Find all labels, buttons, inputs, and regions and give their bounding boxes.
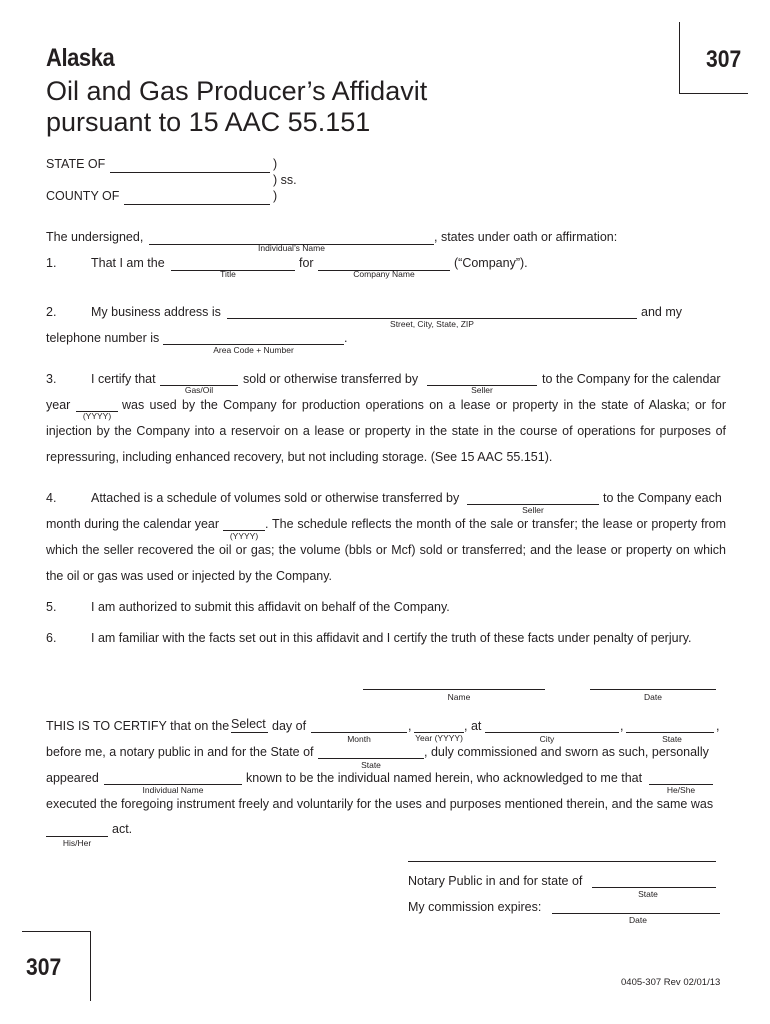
notary-public-label: Notary Public in and for state of	[408, 874, 583, 888]
states-oath-label: , states under oath or affirmation:	[434, 230, 618, 244]
item4-to-company-each: to the Company each	[603, 491, 722, 505]
notary-public-state-caption: State	[361, 760, 381, 770]
item3-certify: I certify that	[91, 372, 156, 386]
item4-line4: the oil or gas was used or injected by the Company.	[46, 569, 333, 583]
month-caption: Month	[347, 734, 371, 744]
venue-ss: ) ss.	[273, 173, 297, 187]
state-name: Alaska	[46, 44, 115, 72]
notary-comma-at: , at	[464, 719, 482, 733]
individual-name-caption-notary: Individual Name	[142, 785, 204, 795]
signature-name-field[interactable]	[363, 689, 545, 690]
item3-line2: was used by the Company for production operations on a lease or property in the state of Alaska; or for	[122, 398, 726, 412]
notary-executed: executed the foregoing instrument freely and voluntarily for the uses and purposes mentioned therein, and the same was	[46, 797, 714, 811]
notary-commission-state-field[interactable]	[592, 887, 716, 888]
form-number-box-bottom	[679, 93, 748, 94]
item1-for: for	[299, 256, 314, 270]
item3-line3: injection by the Company into a reservoir on a lease or property in the state in the course of operations for purposes of	[46, 424, 726, 438]
notary-appeared: appeared	[46, 771, 99, 785]
form-title-line1: Oil and Gas Producer’s Affidavit	[46, 76, 428, 106]
individual-name-caption: Individual’s Name	[258, 243, 325, 253]
form-title-line2: pursuant to 15 AAC 55.151	[46, 107, 371, 137]
notary-duly: , duly commissioned and sworn as such, personally	[424, 745, 709, 759]
item3-line4: repressuring, including enhanced recovery, but not including storage. (See 15 AAC 55.151).	[46, 450, 553, 464]
address-caption: Street, City, State, ZIP	[390, 319, 474, 329]
notary-public-state-field[interactable]	[318, 758, 424, 759]
item1-number: 1.	[46, 256, 57, 270]
heshe-caption: He/She	[666, 785, 696, 795]
item4-schedule-reflects: . The schedule reflects the month of the sale or transfer; the lease or property from	[265, 517, 726, 531]
notary-commission-state-caption: State	[638, 889, 658, 899]
signature-date-field[interactable]	[590, 689, 716, 690]
item2-address-label: My business address is	[91, 305, 221, 319]
state-of-label: STATE OF	[46, 157, 106, 171]
item2-and-my: and my	[641, 305, 682, 319]
form-number-top: 307	[706, 46, 742, 73]
city-field[interactable]	[485, 732, 619, 733]
venue-paren-3: )	[273, 189, 278, 203]
notary-before-me: before me, a notary public in and for the State of	[46, 745, 314, 759]
day-select-underline	[231, 732, 268, 733]
hisher-field[interactable]	[46, 836, 108, 837]
item3-year-label: year	[46, 398, 71, 412]
notary-comma-4: ,	[716, 719, 720, 733]
seller-caption-item3: Seller	[471, 385, 493, 395]
signature-date-caption: Date	[644, 692, 662, 702]
item1-that-i-am: That I am the	[91, 256, 165, 270]
item5-text: I am authorized to submit this affidavit on behalf of the Company.	[91, 600, 450, 614]
form-number-bottom: 307	[26, 954, 62, 981]
commission-date-caption: Date	[629, 915, 647, 925]
item5-number: 5.	[46, 600, 57, 614]
county-of-label: COUNTY OF	[46, 189, 120, 203]
item3-to-company: to the Company for the calendar	[542, 372, 721, 386]
notary-comma-1: ,	[408, 719, 412, 733]
notary-day-of: day of	[272, 719, 307, 733]
notary-certify: THIS IS TO CERTIFY that on the	[46, 719, 230, 733]
month-field[interactable]	[311, 732, 407, 733]
notary-comma-3: ,	[620, 719, 624, 733]
footer-box-top	[22, 931, 90, 932]
day-select[interactable]: Select	[231, 717, 266, 731]
state-of-field[interactable]	[110, 172, 270, 173]
item2-number: 2.	[46, 305, 57, 319]
item4-line3: which the seller recovered the oil or gas; the volume (bbls or Mcf) sold or transferred; and the lease or property on which	[46, 543, 726, 557]
item3-number: 3.	[46, 372, 57, 386]
item6-text: I am familiar with the facts set out in this affidavit and I certify the truth of these facts under penalty of perjury.	[91, 631, 692, 645]
company-name-caption: Company Name	[353, 269, 415, 279]
notary-state-caption: State	[662, 734, 682, 744]
notary-signature-line[interactable]	[408, 861, 716, 862]
commission-date-field[interactable]	[552, 913, 720, 914]
yyyy-caption-item4: (YYYY)	[229, 531, 259, 541]
title-caption: Title	[220, 269, 236, 279]
footer-box-right	[90, 931, 91, 1001]
signature-name-caption: Name	[447, 692, 471, 702]
phone-caption: Area Code + Number	[213, 345, 294, 355]
revision-text: 0405-307 Rev 02/01/13	[621, 977, 721, 988]
commission-expires-label: My commission expires:	[408, 900, 542, 914]
item6-number: 6.	[46, 631, 57, 645]
item4-attached: Attached is a schedule of volumes sold or otherwise transferred by	[91, 491, 460, 505]
gas-oil-caption: Gas/Oil	[184, 385, 214, 395]
notary-act: act.	[112, 822, 133, 836]
county-of-field[interactable]	[124, 204, 270, 205]
city-caption: City	[539, 734, 555, 744]
item1-company: (“Company”).	[454, 256, 528, 270]
venue-paren-1: )	[273, 157, 278, 171]
undersigned-label: The undersigned,	[46, 230, 144, 244]
seller-caption-item4: Seller	[522, 505, 544, 515]
hisher-caption: His/Her	[62, 838, 92, 848]
telephone-period: .	[344, 331, 348, 345]
notary-state-field[interactable]	[626, 732, 714, 733]
telephone-label: telephone number is	[46, 331, 160, 345]
notary-known: known to be the individual named herein, who acknowledged to me that	[246, 771, 643, 785]
yyyy-caption-item3: (YYYY)	[82, 411, 112, 421]
item4-number: 4.	[46, 491, 57, 505]
item4-month-during: month during the calendar year	[46, 517, 220, 531]
notary-year-caption: Year (YYYY)	[415, 733, 463, 743]
item3-sold: sold or otherwise transferred by	[243, 372, 419, 386]
form-number-box-left	[679, 22, 680, 93]
